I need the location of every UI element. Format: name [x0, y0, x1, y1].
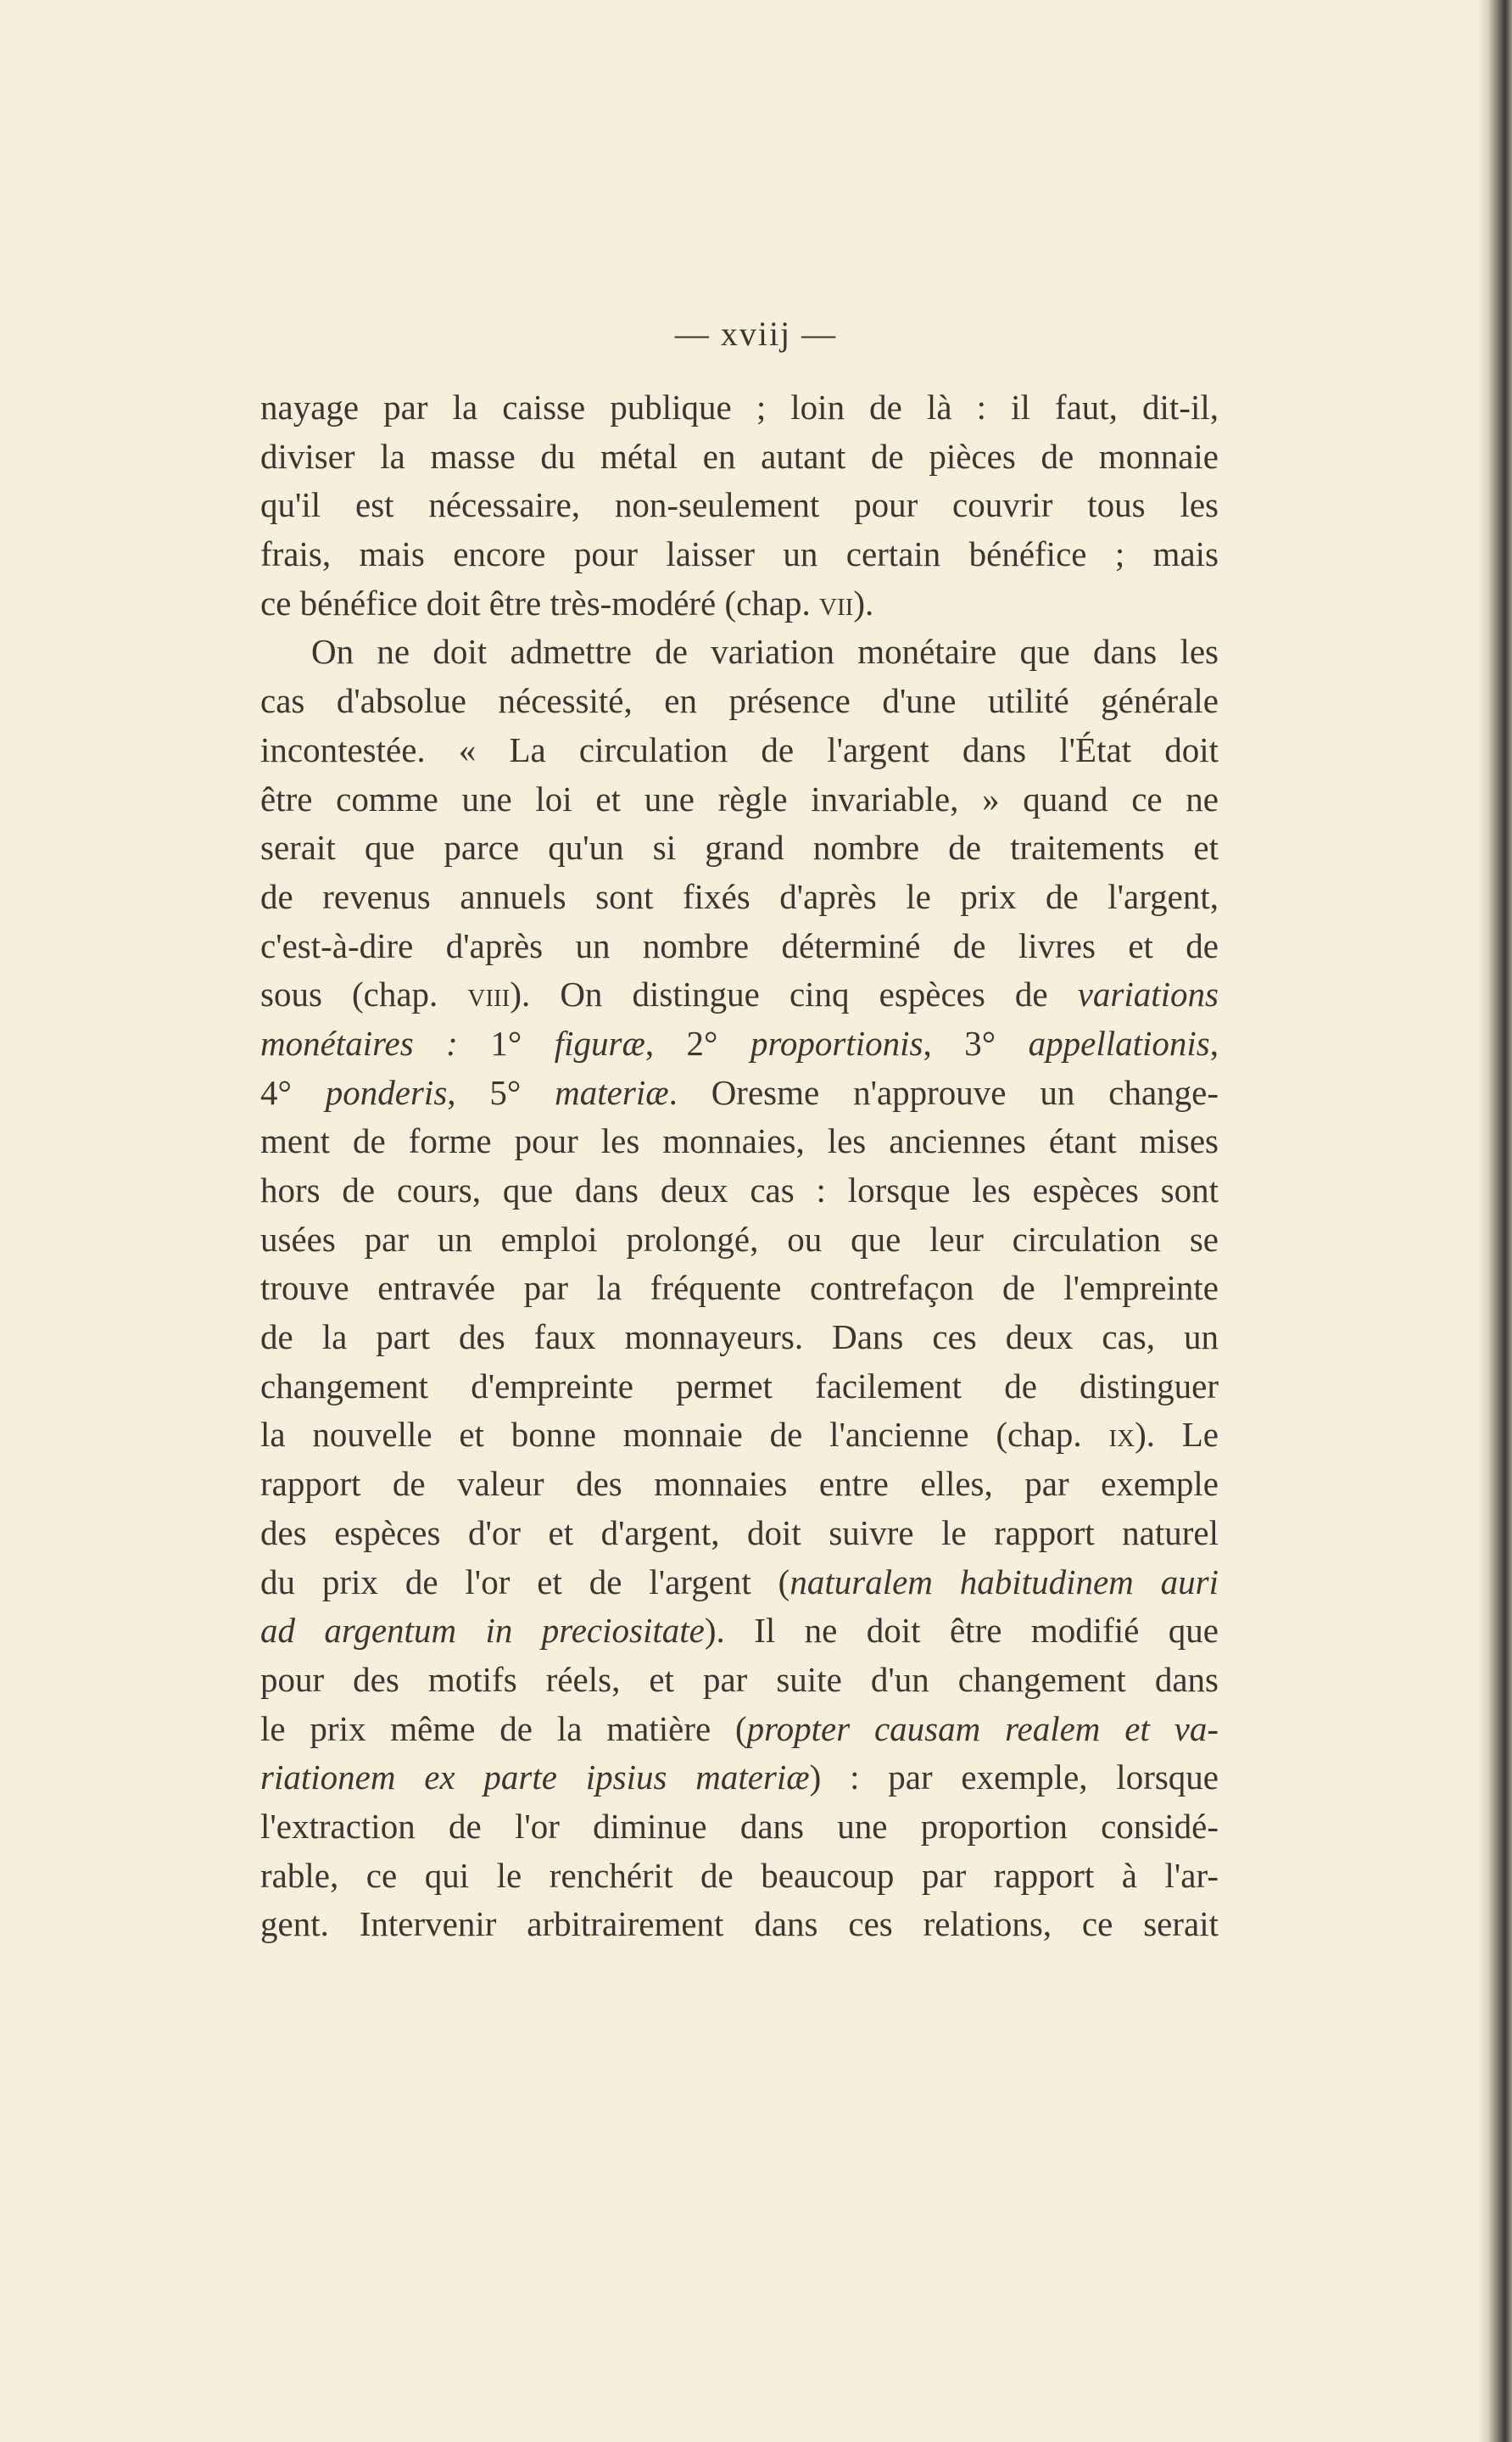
italic-text: variations [1077, 975, 1219, 1014]
text-line [260, 1215, 1219, 1265]
text-line [260, 433, 1219, 482]
text-segment: On ne doit admettre de variation monétaire que dans les [311, 632, 1219, 672]
text-segment: l'extraction de l'or diminue dans une proportion considé- [260, 1806, 1219, 1846]
text-segment: trouve entravée par la fréquente contrefaçon de l'empreinte [260, 1268, 1219, 1308]
italic-text: naturalem habitudinem auri [789, 1562, 1219, 1601]
body-text [260, 383, 1219, 1949]
text-segment: serait que parce qu'un si grand nombre de traitements et [260, 828, 1219, 868]
text-line [260, 677, 1219, 726]
text-line [260, 922, 1219, 971]
text-segment: ). [853, 583, 874, 623]
text-segment: 1° [457, 1023, 555, 1063]
italic-text: appellationis [1028, 1023, 1210, 1063]
italic-text: monétaires : [260, 1023, 458, 1063]
text-segment: , 2° [644, 1023, 750, 1063]
text-segment: ). Il ne doit être modifié que [704, 1611, 1219, 1651]
text-segment: , 3° [923, 1023, 1029, 1063]
text-segment: être comme une loi et une règle invariable, » quand ce ne [260, 779, 1219, 819]
text-segment: ) : par exemple, lorsque [809, 1757, 1219, 1797]
text-segment: 4° [260, 1072, 326, 1112]
text-segment: usées par un emploi prolongé, ou que leur circulation se [260, 1219, 1219, 1259]
text-line [260, 970, 1219, 1020]
text-line [260, 1117, 1219, 1166]
text-segment: pour des motifs réels, et par suite d'un changement dans [260, 1659, 1219, 1699]
text-segment: ment de forme pour les monnaies, les anciennes étant mises [260, 1121, 1219, 1161]
text-segment: sous (chap. [260, 975, 468, 1014]
text-segment: c'est-à-dire d'après un nombre déterminé de livres et de [260, 925, 1219, 965]
text-line [260, 1558, 1219, 1607]
text-segment: frais, mais encore pour laisser un certain bénéfice ; mais [260, 534, 1219, 574]
text-segment: des espèces d'or et d'argent, doit suivre le rapport naturel [260, 1512, 1219, 1552]
text-segment: nayage par la caisse publique ; loin de là : il faut, dit-il, [260, 388, 1219, 427]
text-line [260, 1607, 1219, 1656]
text-line [260, 1411, 1219, 1460]
text-line [260, 1460, 1219, 1509]
text-line [260, 1362, 1219, 1411]
text-segment: ix [1108, 1415, 1135, 1455]
text-line [260, 628, 1219, 677]
text-line [260, 726, 1219, 775]
text-segment: cas d'absolue nécessité, en présence d'une utilité générale [260, 681, 1219, 721]
text-segment: le prix même de la matière ( [260, 1708, 747, 1748]
text-line [260, 1705, 1219, 1754]
text-segment: qu'il est nécessaire, non-seulement pour couvrir tous les [260, 485, 1219, 525]
text-segment: rable, ce qui le renchérit de beaucoup par rapport à l'ar- [260, 1855, 1219, 1895]
text-segment: ce bénéfice doit être très-modéré (chap. [260, 583, 820, 623]
text-line [260, 1753, 1219, 1802]
text-line [260, 775, 1219, 824]
text-segment: de revenus annuels sont fixés d'après le prix de l'argent, [260, 876, 1219, 916]
text-line [260, 1852, 1219, 1901]
italic-text: materiæ [555, 1072, 669, 1112]
text-line [260, 873, 1219, 922]
text-segment: incontestée. « La circulation de l'argent dans l'État doit [260, 729, 1219, 769]
text-line [260, 1509, 1219, 1558]
page-number: — xviij — [674, 315, 838, 353]
text-line [260, 1313, 1219, 1362]
text-segment: du prix de l'or et de l'argent ( [260, 1562, 790, 1601]
text-segment: vii [819, 583, 854, 623]
text-segment: viii [467, 975, 511, 1014]
text-segment: , [1209, 1023, 1219, 1063]
text-line [260, 1900, 1219, 1949]
text-line [260, 1802, 1219, 1852]
text-segment: changement d'empreinte permet facilement de distinguer [260, 1366, 1219, 1405]
text-segment: rapport de valeur des monnaies entre elles, par exemple [260, 1464, 1219, 1504]
italic-text: figuræ [554, 1023, 645, 1063]
italic-text: ad argentum in preciositate [260, 1611, 705, 1651]
italic-text: riationem ex parte ipsius materiæ [260, 1757, 810, 1797]
text-line [260, 530, 1219, 579]
text-segment: de la part des faux monnayeurs. Dans ces deux cas, un [260, 1317, 1219, 1357]
italic-text: ponderis [325, 1072, 448, 1112]
text-segment: , 5° [447, 1072, 555, 1112]
text-segment: ). On distingue cinq espèces de [510, 975, 1078, 1014]
text-segment: hors de cours, que dans deux cas : lorsque les espèces sont [260, 1171, 1219, 1210]
book-binding-edge [1478, 0, 1512, 2442]
text-line [260, 1264, 1219, 1313]
text-line [260, 1069, 1219, 1118]
text-line [260, 1656, 1219, 1705]
text-line [260, 579, 1219, 629]
text-segment: la nouvelle et bonne monnaie de l'ancienne (chap. [260, 1415, 1109, 1455]
italic-text: proportionis [750, 1023, 923, 1063]
text-segment: . Oresme n'approuve un change- [668, 1072, 1219, 1112]
text-line [260, 1166, 1219, 1215]
text-line [260, 383, 1219, 433]
text-line [260, 1020, 1219, 1069]
italic-text: propter causam realem et va- [746, 1708, 1219, 1748]
text-segment: ). Le [1135, 1415, 1219, 1455]
text-line [260, 824, 1219, 873]
text-segment: gent. Intervenir arbitrairement dans ces relations, ce serait [260, 1904, 1219, 1944]
text-line [260, 481, 1219, 530]
text-segment: diviser la masse du métal en autant de pièces de monnaie [260, 436, 1219, 476]
